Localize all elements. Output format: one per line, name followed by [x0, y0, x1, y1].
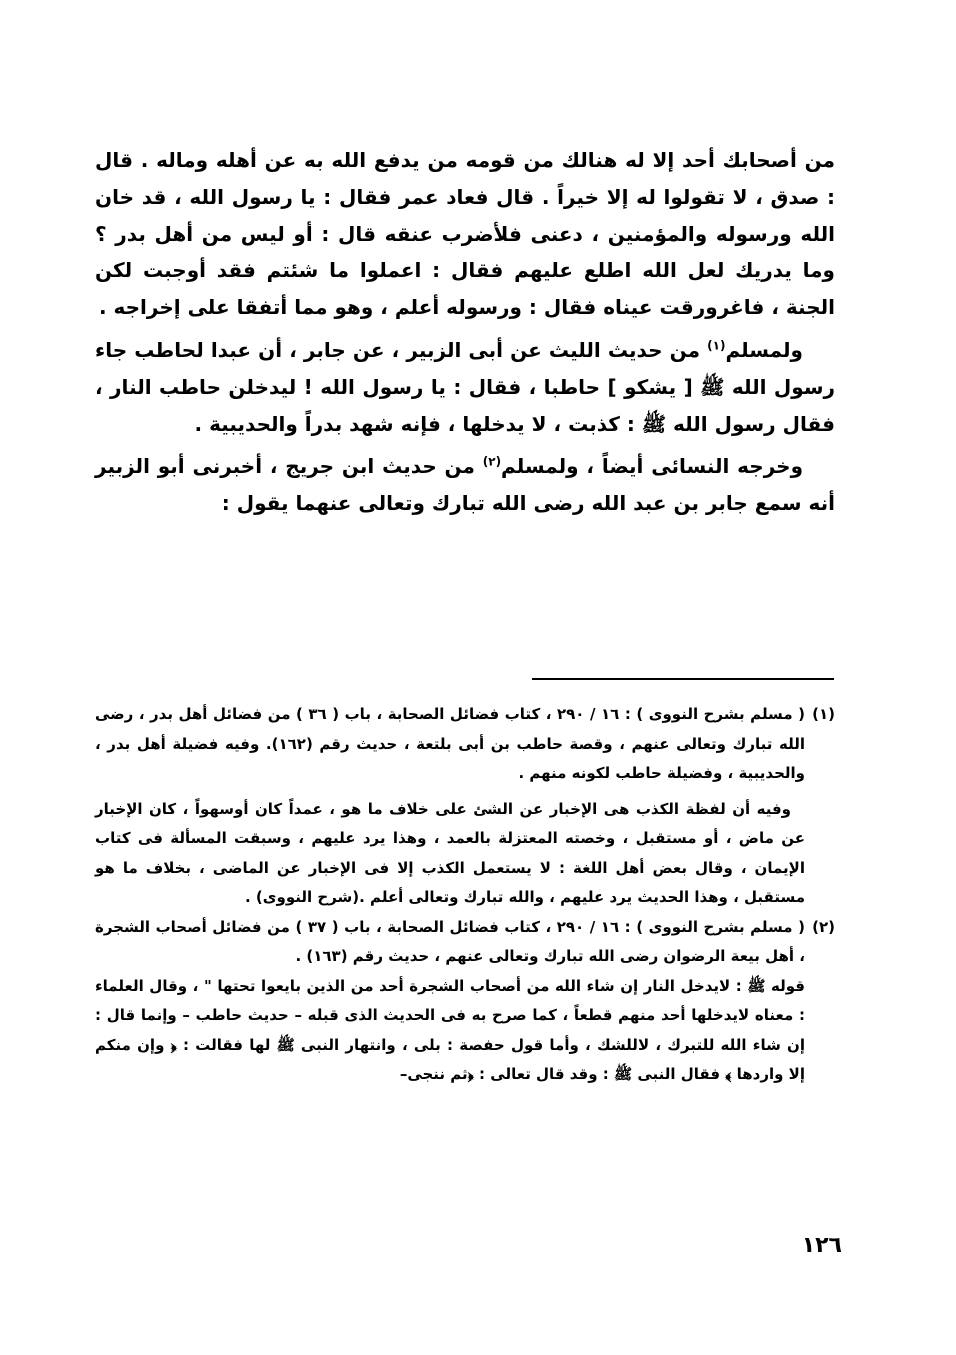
footnote-2 — [95, 913, 835, 1090]
footnote-1-text: ( مسلم بشرح النووى ) : ١٦ / ٢٩٠ ، كتاب فضائل الصحابة ، باب ( ٣٦ ) من فضائل أهل بدر ، رضى الله تبارك وتعالى عنهم ، وقصة حاطب بن أبى بلتعة ، حديث رقم (١٦٢). وفيه فضيلة أهل بدر ، والحديبية ، وفضيلة حاطب لكونه منهم . — [95, 705, 805, 782]
paragraph-1 — [95, 142, 835, 326]
paragraph-3 — [95, 448, 835, 522]
paragraph-3-lead: وخرجه النسائى أيضاً ، ولمسلم — [501, 454, 804, 479]
footnotes — [95, 700, 835, 1090]
footnote-divider — [532, 678, 834, 680]
main-text — [95, 142, 835, 522]
paragraph-2-lead: ولمسلم — [725, 337, 803, 362]
footnote-ref-1[interactable]: (١) — [707, 338, 726, 353]
paragraph-1-text: من أصحابك أحد إلا له هنالك من قومه من يدفع الله به عن أهله وماله . قال : صدق ، لا تقولوا له إلا خيراً . قال فعاد عمر فقال : يا رسول الله ، قد خان الله ورسوله والمؤمنين ، دعنى فلأضرب عنقه قال : أو ليس من أهل بدر ؟ وما يدريك لعل الله اطلع عليهم فقال : اعملوا ما شئتم فقد أوجبت لكن الجنة ، فاغرورقت عيناه فقال : ورسوله أعلم ، وهو مما أتفقا على إخراجه . — [95, 148, 835, 320]
footnote-1 — [95, 700, 835, 913]
footnote-1-commentary: وفيه أن لفظة الكذب هى الإخبار عن الشئ على خلاف ما هو ، عمداً كان أوسهواً ، كان الإخبار عن ماض ، أو مستقبل ، وخصته المعتزلة بالعمد ، وهذا يرد عليهم ، وسبقت المسألة فى كتاب الإيمان ، وقال بعض أهل اللغة : لا يستعمل الكذب إلا فى الإخبار عن الماضى ، بخلاف ما هو مستقبل ، وهذا الحديث يرد عليهم ، والله تبارك وتعالى أعلم .(شرح النووى) . — [95, 799, 805, 906]
footnote-ref-2[interactable]: (٢) — [482, 454, 502, 469]
paragraph-2-text: من حديث الليث عن أبى الزبير ، عن جابر ، أن عبدا لحاطب جاء رسول الله ﷺ [ يشكو ] حاطبا ، فقال : يا رسول الله ! ليدخلن حاطب النار ، فقال رسول الله ﷺ : كذبت ، لا يدخلها ، فإنه شهد بدراً والحديبية . — [95, 337, 835, 436]
paragraph-2 — [95, 332, 835, 442]
page-number: ١٢٦ — [801, 1233, 842, 1258]
paragraph-3-text: من حديث ابن جريج ، أخبرنى أبو الزبير أنه سمع جابر بن عبد الله رضى الله تبارك وتعالى عنهما يقول : — [95, 454, 835, 516]
footnote-1-number: (١) — [812, 705, 835, 723]
footnote-2-commentary: قوله ﷺ : لايدخل النار إن شاء الله من أصحاب الشجرة أحد من الذين بايعوا تحتها " ، وقال العلماء : معناه لايدخلها أحد منهم قطعاً ، كما صرح به فى الحديث الذى قبله – حديث حاطب – وإنما قال : إن شاء الله للتبرك ، لاللشك ، وأما قول حفصة : بلى ، وانتهار النبى ﷺ لها فقالت : ﴿ وإن منكم إلا واردها ﴾ فقال النبى ﷺ : وقد قال تعالى : ﴿ثم ننجى– — [95, 976, 805, 1083]
footnote-2-text: ( مسلم بشرح النووى ) : ١٦ / ٢٩٠ ، كتاب فضائل الصحابة ، باب ( ٣٧ ) من فضائل أصحاب الشجرة ، أهل بيعة الرضوان رضى الله تبارك وتعالى عنهم ، حديث رقم (١٦٣) . — [95, 917, 805, 965]
footnote-2-number: (٢) — [812, 917, 835, 936]
